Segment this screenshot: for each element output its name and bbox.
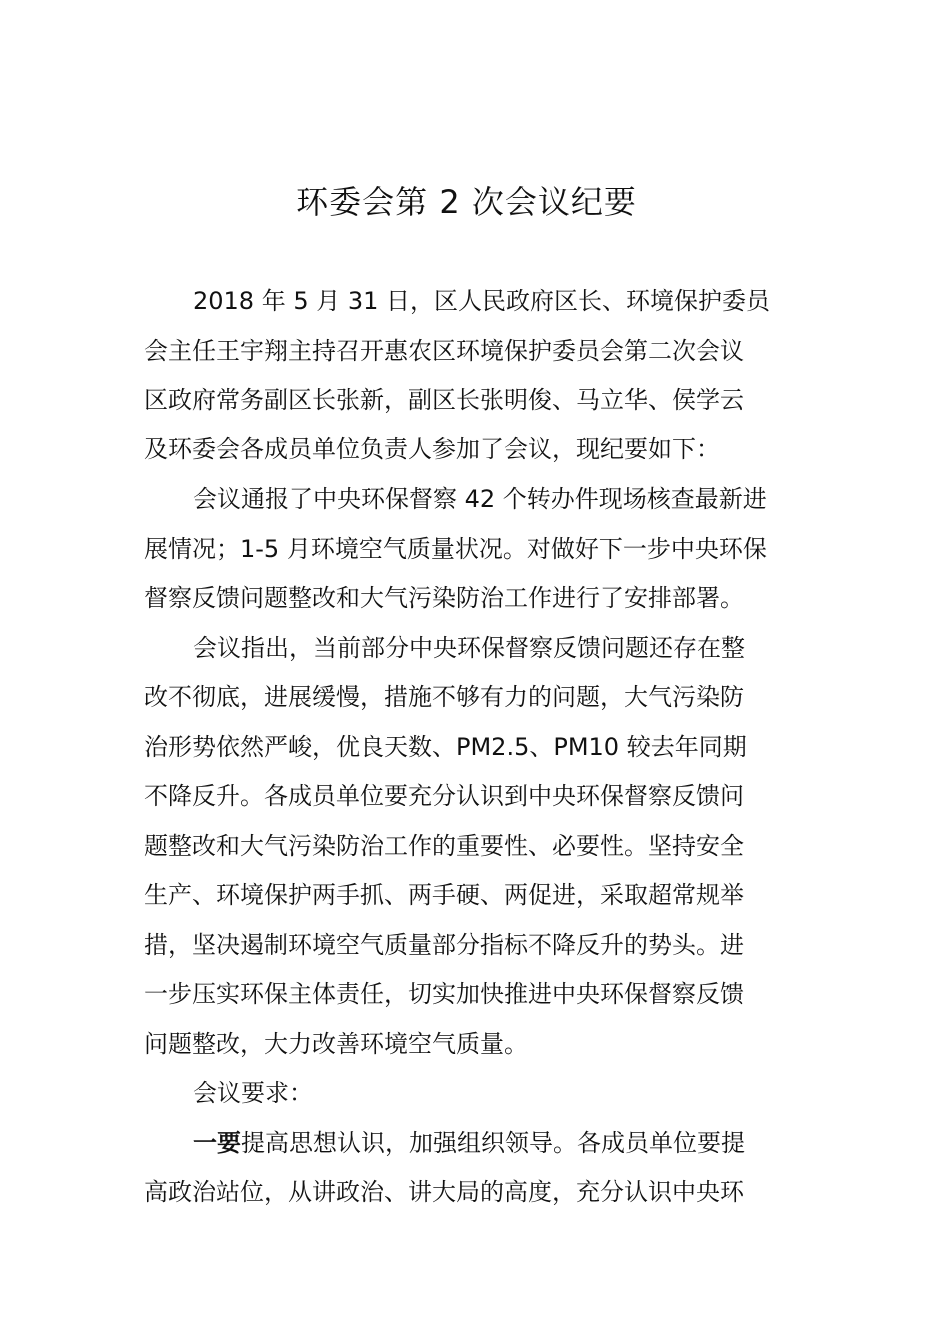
paragraph-line: 一步压实环保主体责任，切实加快推进中央环保督察反馈 [144, 980, 744, 1008]
paragraph-line [193, 1126, 745, 1160]
paragraph-line: 改不彻底，进展缓慢，措施不够有力的问题，大气污染防 [144, 683, 744, 711]
paragraph-line: 督察反馈问题整改和大气污染防治工作进行了安排部署。 [144, 584, 744, 612]
paragraph-line: 高政治站位，从讲政治、讲大局的高度，充分认识中央环 [144, 1178, 744, 1206]
document-title: 环委会第 2 次会议纪要 [296, 183, 637, 221]
paragraph-line: 治形势依然严峻，优良天数、PM2.5、PM10 较去年同期 [144, 733, 747, 761]
paragraph-line: 展情况；1-5 月环境空气质量状况。对做好下一步中央环保 [144, 535, 767, 563]
paragraph-line: 会议通报了中央环保督察 42 个转办件现场核查最新进 [193, 485, 767, 513]
paragraph-line: 会主任王宇翔主持召开惠农区环境保护委员会第二次会议 [144, 337, 744, 365]
paragraph-line: 会议指出，当前部分中央环保督察反馈问题还存在整 [193, 634, 745, 662]
paragraph-line: 问题整改，大力改善环境空气质量。 [144, 1030, 528, 1058]
paragraph-line: 生产、环境保护两手抓、两手硬、两促进，采取超常规举 [144, 881, 744, 909]
emphasis-label: 一要 [193, 1129, 241, 1157]
paragraph-text: 提高思想认识，加强组织领导。各成员单位要提 [241, 1129, 745, 1157]
paragraph-line: 2018 年 5 月 31 日，区人民政府区长、环境保护委员 [193, 287, 771, 315]
paragraph-line: 及环委会各成员单位负责人参加了会议，现纪要如下： [144, 435, 720, 463]
paragraph-line: 会议要求： [193, 1079, 313, 1107]
paragraph-line: 不降反升。各成员单位要充分认识到中央环保督察反馈问 [144, 782, 744, 810]
paragraph-line: 题整改和大气污染防治工作的重要性、必要性。坚持安全 [144, 832, 744, 860]
paragraph-line: 区政府常务副区长张新，副区长张明俊、马立华、侯学云 [144, 386, 744, 414]
paragraph-line: 措，坚决遏制环境空气质量部分指标不降反升的势头。进 [144, 931, 744, 959]
